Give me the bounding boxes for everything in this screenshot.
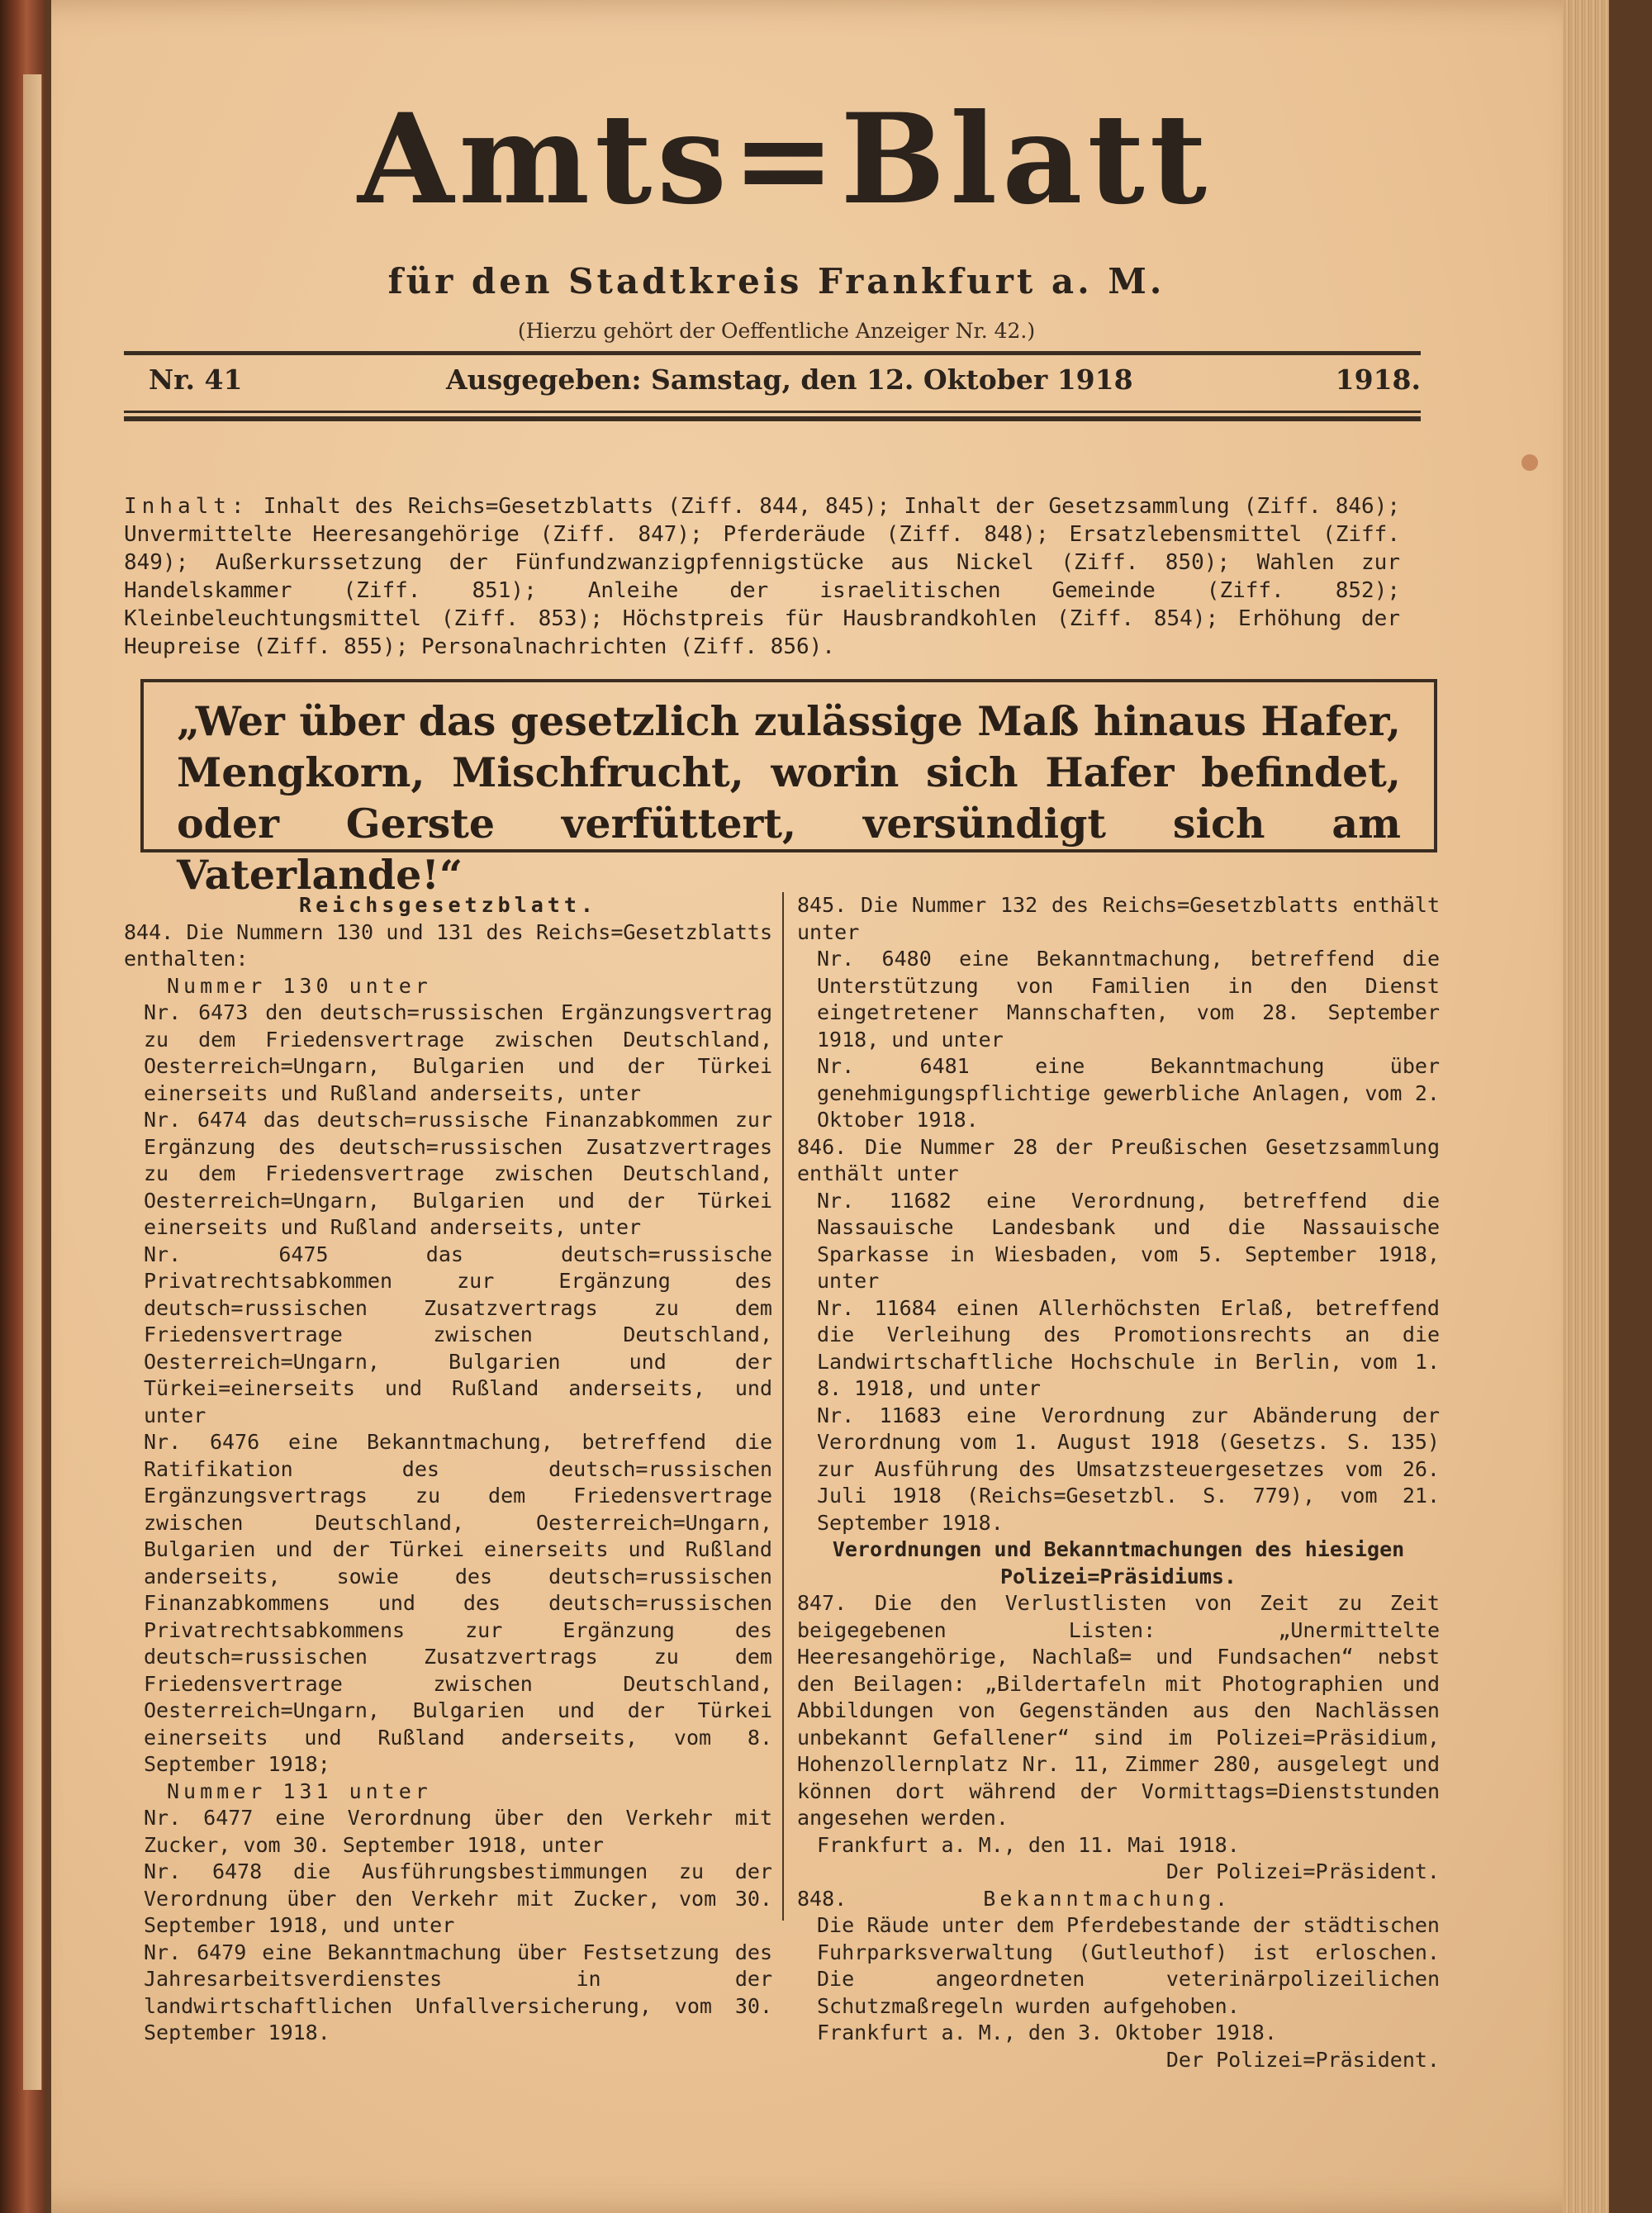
column-divider [782,892,784,1921]
entry-6475: Nr. 6475 das deutsch=russische Privatrechtsabkommen zur Ergänzung des deutsch=russischen Zusatzvertrags zu dem Friedensvertrage zwischen Deutschland, Oesterreich=Ungarn, Bulgarien und der Türkei=einerseits und Rußland anderseits, und unter [144,1242,772,1427]
paper-hole [1521,454,1538,471]
masthead-title: Amts=Blatt [357,87,1213,232]
date-847: Frankfurt a. M., den 11. Mai 1918. [817,1832,1240,1857]
entry-11683: Nr. 11683 eine Verordnung zur Abänderung der Verordnung vom 1. August 1918 (Gesetzs. S. 135) zur Ausführung des Umsatzsteuergesetzes vom 26. Juli 1918 (Reichs=Gesetzbl. S. 779), vom 21. September 1918. [817,1403,1440,1535]
entry-6477: Nr. 6477 eine Verordnung über den Verkehr mit Zucker, vom 30. September 1918, unter [144,1806,772,1857]
issue-number: Nr. 41 [149,363,243,396]
section-heading: Reichsgesetzblatt. [299,893,597,917]
issue-130-label: Nummer 130 unter [167,973,432,998]
date-848: Frankfurt a. M., den 3. Oktober 1918. [817,2021,1277,2044]
table-of-contents [124,492,1400,661]
column-right [797,892,1440,2073]
signature-848: Der Polizei=Präsident. [1165,2047,1440,2072]
entry-6481: Nr. 6481 eine Bekanntmachung über genehmigungspflichtige gewerbliche Anlagen, vom 2. Oktober 1918. [817,1054,1440,1132]
item-844: 844. Die Nummern 130 und 131 des Reichs=Gesetzblatts enthalten: [124,919,772,971]
item-845: 845. Die Nummer 132 des Reichs=Gesetzblatts enthält unter [797,893,1440,944]
entry-6480: Nr. 6480 eine Bekanntmachung, betreffend die Unterstützung von Familien in den Dienst eingetretener Mannschaften, vom 28. September 1918, und unter [817,947,1440,1052]
item-846: 846. Die Nummer 28 der Preußischen Gesetzsammlung enthält unter [797,1134,1440,1185]
issue-line [124,363,1421,405]
entry-6479: Nr. 6479 eine Bekanntmachung über Festsetzung des Jahresarbeitsverdienstes in der landwirtschaftlichen Unfallversicherung, vom 30. September 1918. [144,1940,772,2044]
issue-year: 1918. [1335,363,1421,396]
masthead-rule-bottom-thick [124,416,1421,421]
signature-847: Der Polizei=Präsident. [1165,1859,1440,1883]
motto-box: „Wer über das gesetzlich zulässige Maß hinaus Hafer, Mengkorn, Mischfrucht, worin sich Hafer befindet, oder Gerste verfüttert, versündigt sich am Vaterlande!“ [140,679,1437,852]
page-edges [1563,0,1609,2213]
contents-text: Inhalt des Reichs=Gesetzblatts (Ziff. 844, 845); Inhalt der Gesetzsammlung (Ziff. 846); Unvermittelte Heeresangehörige (Ziff. 847); Pferderäude (Ziff. 848); Ersatzlebensmittel (Ziff. 849); Außerkurssetzung der Fünfundzwanzigpfennigstücke aus Nickel (Ziff. 850); Wahlen zur Handelskammer (Ziff. 851); Anleihe der israelitischen Gemeinde (Ziff. 852); Kleinbeleuchtungsmittel (Ziff. 853); Höchstpreis für Hausbrandkohlen (Ziff. 854); Erhöhung der Heupreise (Ziff. 855); Personalnachrichten (Ziff. 856). [124,494,1401,659]
issue-131-label: Nummer 131 unter [167,1778,432,1803]
masthead-rule-top [124,351,1421,355]
police-heading: Verordnungen und Bekanntmachungen des hiesigen Polizei=Präsidiums. [832,1537,1405,1589]
entry-6476: Nr. 6476 eine Bekanntmachung, betreffend die Ratifikation des deutsch=russischen Ergänzungsvertrags zu dem Friedensvertrage zwischen Deutschland, Oesterreich=Ungarn, Bulgarien und der Türkei einerseits und Rußland anderseits, sowie des deutsch=russischen Finanzabkommens und des deutsch=russischen Privatrechtsabkommens zur Ergänzung des deutsch=russischen Zusatzvertrags zu dem Friedensvertrage zwischen Deutschland, Oesterreich=Ungarn, Bulgarien und der Türkei einerseits und Rußland anderseits, vom 8. September 1918; [144,1430,772,1776]
entry-6474: Nr. 6474 das deutsch=russische Finanzabkommen zur Ergänzung des deutsch=russischen Zusatzvertrages zu dem Friedensvertrage zwischen Deutschland, Oesterreich=Ungarn, Bulgarien und der Türkei einerseits und Rußland anderseits, unter [144,1108,772,1239]
column-left [124,892,772,2047]
masthead-rule-bottom [124,411,1421,413]
entry-11684: Nr. 11684 einen Allerhöchsten Erlaß, betreffend die Verleihung des Promotionsrechts an die Landwirtschaftliche Hochschule in Berlin, vom 1. 8. 1918, und unter [817,1295,1440,1400]
item-848-text: Die Räude unter dem Pferdebestande der städtischen Fuhrparksverwaltung (Gutleuthof) ist erloschen. Die angeordneten veterinärpolizeilichen Schutzmaßregeln wurden aufgehoben. [817,1913,1440,2018]
item-848-title: Bekanntmachung. [983,1886,1232,1911]
item-847: 847. Die den Verlustlisten von Zeit zu Zeit beigegebenen Listen: „Unermittelte Heeresangehörige, Nachlaß= und Fundsachen“ nebst den Beilagen: „Bildertafeln mit Photographien und Abbildungen von Gegenständen aus den Nachlässen unbekannt Gefallener“ sind im Polizei=Präsidium, Hohenzollernplatz Nr. 11, Zimmer 280, ausgelegt und können dort während der Vormittags=Dienststunden angesehen werden. [797,1591,1440,1830]
masthead-subtitle: für den Stadtkreis Frankfurt a. M. [387,261,1165,302]
item-848-number: 848. [797,1886,847,1911]
entry-6473: Nr. 6473 den deutsch=russischen Ergänzungsvertrag zu dem Friedensvertrage zwischen Deutschland, Oesterreich=Ungarn, Bulgarien und der Türkei einerseits und Rußland anderseits, unter [144,1000,772,1105]
masthead-note: (Hierzu gehört der Oeffentliche Anzeiger Nr. 42.) [517,319,1036,343]
entry-11682: Nr. 11682 eine Verordnung, betreffend die Nassauische Landesbank und die Nassauische Sparkasse in Wiesbaden, vom 5. September 1918, unter [817,1188,1440,1293]
previous-page-edge [23,74,42,2090]
entry-6478: Nr. 6478 die Ausführungsbestimmungen zu der Verordnung über den Verkehr mit Zucker, vom 30. September 1918, und unter [144,1859,772,1937]
item-848-header [797,1886,1440,1913]
issue-date: Ausgegeben: Samstag, den 12. Oktober 1918 [446,363,1133,396]
contents-label: Inhalt: [124,494,249,519]
